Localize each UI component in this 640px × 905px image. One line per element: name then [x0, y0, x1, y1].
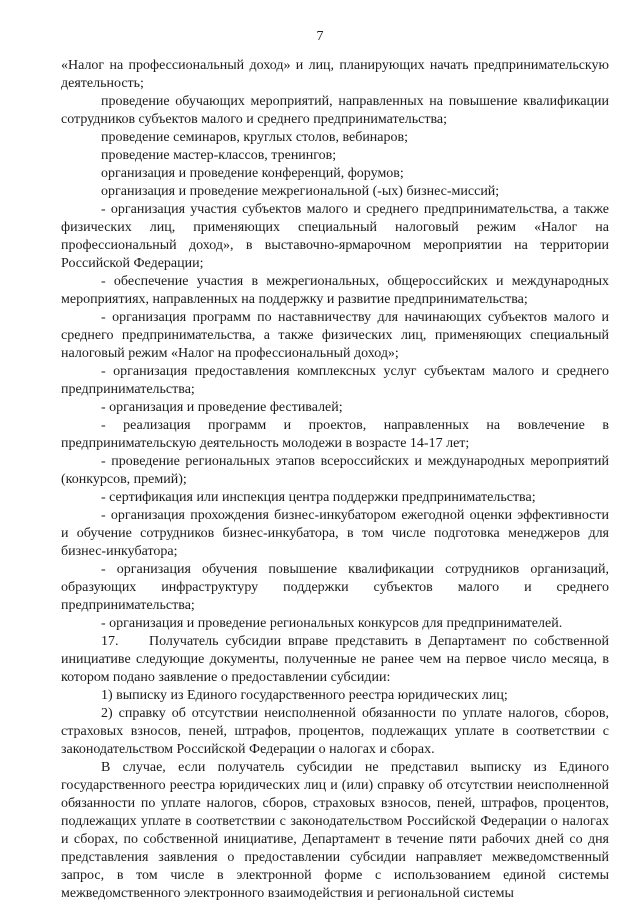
sub-item: 1) выписку из Единого государственного реестра юридических лиц;: [101, 688, 508, 703]
paragraph: - организация прохождения бизнес-инкубатором ежегодной оценки эффективности и обучение сотрудников бизнес-инкубатора, в том числе подготовка менеджеров для бизнес-инкубатора;: [61, 508, 609, 559]
paragraph: - организация и проведение фестивалей;: [101, 400, 343, 415]
paragraph: - реализация программ и проектов, направленных на вовлечение в предпринимательскую деятельность молодежи в возрасте 14-17 лет;: [61, 418, 609, 451]
page-number: 7: [316, 29, 324, 44]
sub-item: 2) справку об отсутствии неисполненной обязанности по уплате налогов, сборов, страховых взносов, пеней, штрафов, процентов, подлежащих уплате в соответствии с законодательством Российской Федерации о налогах и сборах.: [61, 706, 609, 757]
item-17: [61, 633, 609, 687]
paragraph: «Налог на профессиональный доход» и лиц, планирующих начать предпринимательскую деятельность;: [61, 58, 609, 91]
paragraph: - организация и проведение региональных конкурсов для предпринимателей.: [101, 616, 563, 631]
item-number: 17.: [101, 634, 119, 649]
item-text: Получатель субсидии вправе представить в Департамент по собственной инициативе следующие документы, полученные не ранее чем на первое число месяца, в котором подано заявление о предоставлении субсидии:: [61, 634, 609, 685]
paragraph: - проведение региональных этапов всероссийских и международных мероприятий (конкурсов, премий);: [61, 454, 609, 487]
paragraph: - организация программ по наставничеству для начинающих субъектов малого и среднего предпринимательства, а также физических лиц, применяющих специальный налоговый режим «Налог на профессиональный доход»;: [61, 310, 609, 361]
paragraph: проведение семинаров, круглых столов, вебинаров;: [101, 130, 409, 145]
paragraph: - организация обучения повышение квалификации сотрудников организаций, образующих инфраструктуру поддержки субъектов малого и среднего предпринимательства;: [61, 562, 609, 613]
document-body: [61, 57, 609, 903]
paragraph: проведение мастер-классов, тренингов;: [101, 148, 337, 163]
paragraph: - организация предоставления комплексных услуг субъектам малого и среднего предпринимательства;: [61, 364, 609, 397]
paragraph: - организация участия субъектов малого и среднего предпринимательства, а также физических лиц, применяющих специальный налоговый режим «Налог на профессиональный доход», в выставочно-ярмарочном мероприятии на территории Российской Федерации;: [61, 202, 609, 271]
paragraph: - сертификация или инспекция центра поддержки предпринимательства;: [101, 490, 536, 505]
paragraph: проведение обучающих мероприятий, направленных на повышение квалификации сотрудников субъектов малого и среднего предпринимательства;: [61, 94, 609, 127]
paragraph: организация и проведение конференций, форумов;: [101, 166, 404, 181]
closing-paragraph: В случае, если получатель субсидии не представил выписку из Единого государственного реестра юридических лиц и (или) справку об отсутствии неисполненной обязанности по уплате налогов, сборов, страховых взносов, пеней, штрафов, процентов, подлежащих уплате в соответствии с законодательством Российской Федерации о налогах и сборах, по собственной инициативе, Департамент в течение пяти рабочих дней со дня представления заявления о предоставлении субсидии направляет межведомственный запрос, в том числе в электронной форме с использованием единой системы межведомственного электронного взаимодействия и региональной системы: [61, 760, 609, 901]
paragraph: организация и проведение межрегиональной (-ых) бизнес-миссий;: [101, 184, 500, 199]
paragraph: - обеспечение участия в межрегиональных, общероссийских и международных мероприятиях, направленных на поддержку и развитие предпринимательства;: [61, 274, 609, 307]
